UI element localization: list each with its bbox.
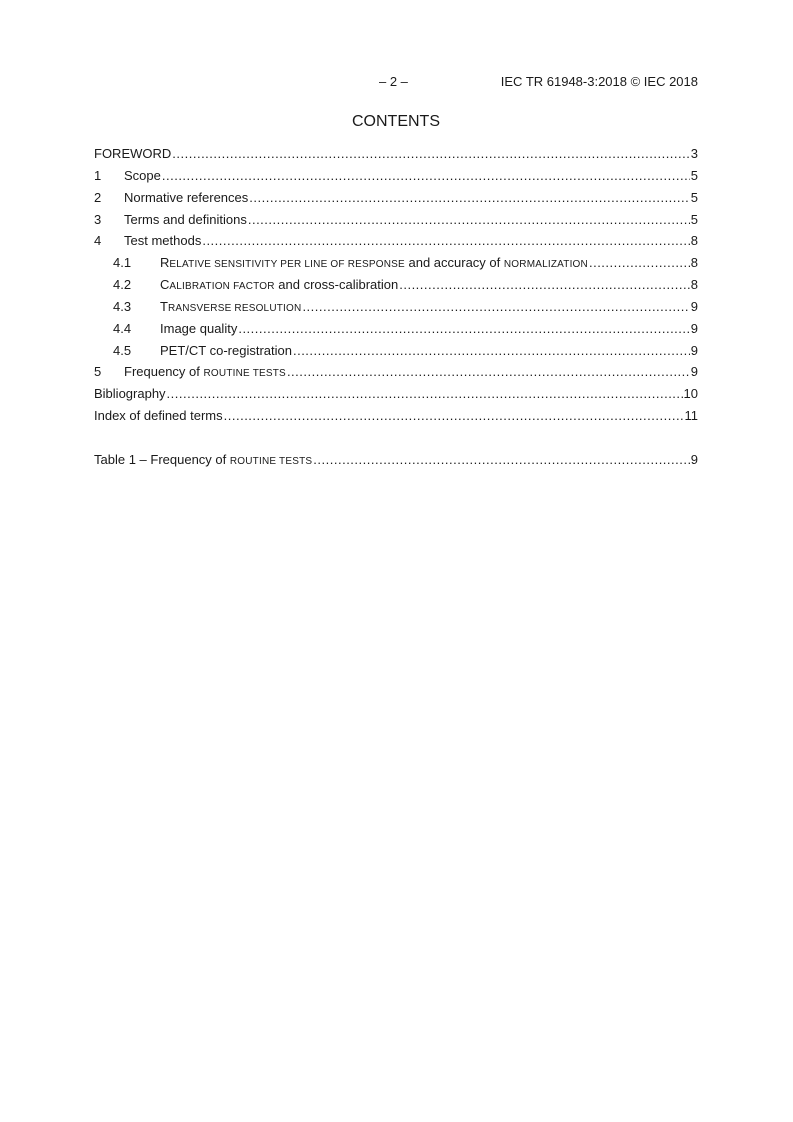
- toc-entry-4-4[interactable]: [94, 318, 698, 340]
- dot-leader: [313, 449, 689, 471]
- dot-leader: [399, 274, 690, 296]
- document-reference: IEC TR 61948-3:2018 © IEC 2018: [500, 74, 698, 89]
- dot-leader: [162, 165, 690, 187]
- section-spacer: [94, 427, 698, 449]
- toc-entry-title: Test methods: [124, 233, 202, 249]
- dot-leader: [302, 296, 689, 318]
- toc-entry-number: 4.5: [113, 342, 132, 358]
- toc-entry-number: 4: [94, 233, 102, 249]
- defined-term: ELATIVE SENSITIVITY PER LINE OF RESPONSE: [169, 259, 405, 271]
- toc-entry-title: Normative references: [124, 189, 249, 205]
- toc-entry-page: 5: [690, 189, 698, 205]
- defined-term: NORMALIZATION: [503, 259, 588, 271]
- toc-entry-4-2[interactable]: [94, 274, 698, 296]
- title-text: and accuracy of: [404, 255, 504, 271]
- toc-entry-foreword[interactable]: [94, 143, 698, 165]
- toc-entry-title: Bibliography: [94, 386, 166, 402]
- defined-term: ROUTINE TESTS: [203, 368, 286, 380]
- dot-leader: [172, 143, 689, 165]
- toc-entry-title: [160, 274, 398, 298]
- dot-leader: [224, 405, 684, 427]
- page-header: [94, 74, 698, 92]
- toc-entry-number: 3: [94, 211, 102, 227]
- defined-term: RANSVERSE RESOLUTION: [167, 302, 302, 314]
- toc-entry-title: FOREWORD: [94, 146, 172, 161]
- toc-entry-title: [160, 252, 588, 276]
- toc-entry-page: 9: [690, 364, 698, 380]
- toc-entry-number: 5: [94, 364, 102, 380]
- defined-term: ROUTINE TESTS: [229, 455, 313, 467]
- toc-entry-page: 5: [690, 211, 698, 227]
- title-text: and cross-calibration: [274, 277, 399, 293]
- toc-entry-number: 1: [94, 167, 102, 183]
- defined-term: ALIBRATION FACTOR: [169, 281, 275, 293]
- toc-entry-frequency-routine-tests[interactable]: [94, 361, 698, 383]
- defined-term-initial: R: [160, 255, 170, 271]
- toc-entry-page: 3: [690, 146, 698, 161]
- toc-entry-title: Image quality: [160, 320, 238, 336]
- defined-term-initial: T: [160, 298, 168, 314]
- toc-entry-page: 9: [690, 320, 698, 336]
- toc-entry-number: 4.2: [113, 277, 132, 293]
- toc-entry-table-1[interactable]: [94, 449, 698, 471]
- toc-entry-index-defined-terms[interactable]: [94, 405, 698, 427]
- toc-entry-page: 8: [690, 277, 698, 293]
- dot-leader: [167, 383, 683, 405]
- dot-leader: [202, 230, 689, 252]
- toc-entry-normative-references[interactable]: [94, 187, 698, 209]
- toc-entry-page: 8: [690, 233, 698, 249]
- dot-leader: [287, 361, 690, 383]
- defined-term-initial: C: [160, 277, 170, 293]
- toc-entry-title: [124, 361, 286, 385]
- toc-entry-page: 9: [690, 342, 698, 358]
- toc-entry-number: 4.4: [113, 320, 132, 336]
- toc-entry-page: 9: [690, 298, 698, 314]
- toc-entry-4-5[interactable]: [94, 340, 698, 362]
- toc-entry-page: 5: [690, 167, 698, 183]
- dot-leader: [238, 318, 689, 340]
- title-text: Frequency of: [124, 364, 204, 380]
- toc-entry-scope[interactable]: [94, 165, 698, 187]
- toc-entry-title: [160, 296, 301, 320]
- table-of-contents: [94, 143, 698, 471]
- title-text: Table 1 – Frequency of: [94, 451, 230, 467]
- toc-entry-number: 2: [94, 189, 102, 205]
- dot-leader: [248, 209, 690, 231]
- toc-entry-test-methods[interactable]: [94, 230, 698, 252]
- dot-leader: [589, 252, 690, 274]
- page-title: CONTENTS: [352, 113, 440, 130]
- page-number: – 2 –: [379, 74, 408, 89]
- dot-leader: [249, 187, 689, 209]
- toc-entry-page: 9: [690, 451, 698, 467]
- toc-entry-number: 4.1: [113, 255, 132, 271]
- toc-entry-page: 8: [690, 255, 698, 271]
- toc-entry-4-3[interactable]: [94, 296, 698, 318]
- toc-entry-page: 11: [684, 408, 698, 424]
- toc-entry-4-1[interactable]: [94, 252, 698, 274]
- toc-entry-terms-definitions[interactable]: [94, 209, 698, 231]
- dot-leader: [293, 340, 690, 362]
- toc-entry-title: Terms and definitions: [124, 211, 247, 227]
- toc-entry-title: [94, 449, 312, 473]
- toc-entry-title: PET/CT co-registration: [160, 342, 292, 358]
- toc-entry-bibliography[interactable]: [94, 383, 698, 405]
- toc-entry-number: 4.3: [113, 298, 132, 314]
- toc-entry-title: Scope: [124, 167, 161, 183]
- toc-entry-page: 10: [683, 386, 698, 402]
- toc-entry-title: Index of defined terms: [94, 408, 223, 424]
